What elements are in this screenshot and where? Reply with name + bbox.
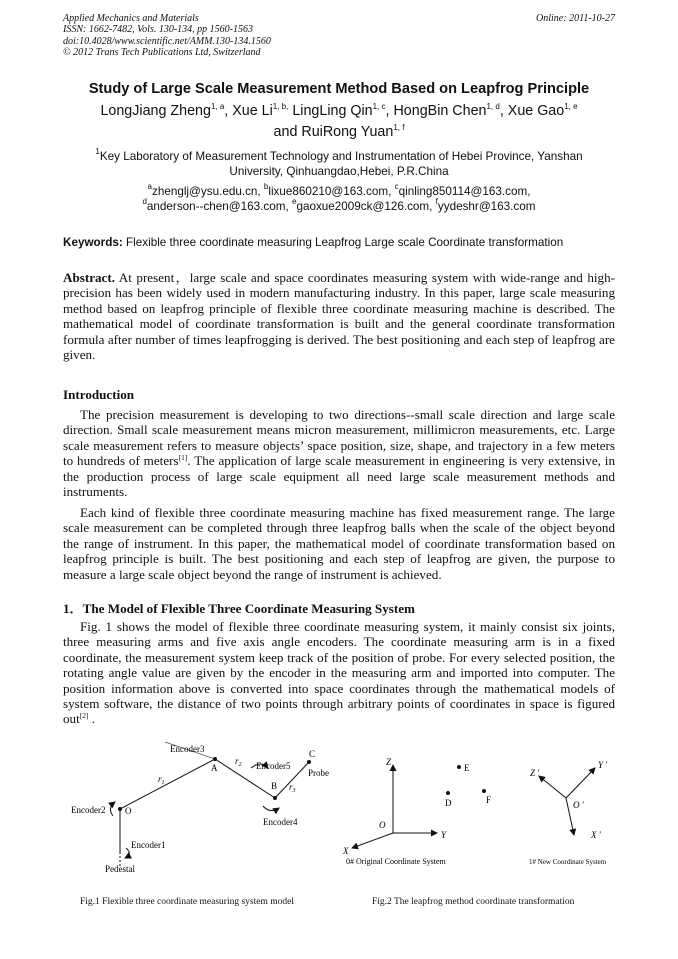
email-address: gaoxue2009ck@126.com, — [296, 199, 436, 213]
fig1-label-a: A — [211, 763, 218, 773]
fig2-label-e: E — [464, 763, 470, 773]
section-1-paragraph — [63, 619, 615, 727]
ball-f-marker — [482, 789, 486, 793]
doi-line: doi:10.4028/www.scientific.net/AMM.130-134.1560 — [63, 35, 271, 47]
y-prime-axis — [566, 768, 595, 798]
fig2-label-z-prime: Z ′ — [530, 768, 540, 778]
email-address: anderson--chen@163.com, — [146, 199, 292, 213]
intro-paragraph-1 — [63, 407, 615, 499]
abstract — [63, 270, 615, 362]
joint-a-marker — [213, 757, 217, 761]
author-name: Xue Gao — [507, 103, 565, 119]
author-sup: 1, b, — [272, 102, 289, 111]
fig1-label-probe: Probe — [308, 768, 329, 778]
fig1-label-b: B — [271, 781, 278, 791]
intro-paragraph-2: Each kind of flexible three coordinate measuring machine has fixed measurement range. The large scale measurement can be completed through three leapfrog balls when the scale of the object beyond the range of instrument. In this paper, the mathematical model of coordinate transformation based on leapfrog principle is built. The best positioning and each step of leapfrog are given, the purpose to measure a large scale object beyond the range of instrument is achieved. — [63, 505, 615, 582]
author-line-1 — [40, 101, 638, 122]
online-date: Online: 2011-10-27 — [536, 13, 615, 24]
r3-subscript: 3 — [292, 788, 296, 794]
fig1-label-r1 — [158, 774, 165, 786]
fig2-label-o: O — [379, 820, 386, 830]
keywords-label: Keywords: — [63, 236, 123, 249]
section-1-heading: 1．The Model of Flexible Three Coordinate Measuring System — [63, 601, 415, 616]
abstract-label: Abstract. — [63, 270, 115, 285]
email-list — [40, 182, 638, 215]
figures — [63, 742, 615, 880]
author-sep: , — [224, 103, 233, 119]
r1-symbol: r — [158, 774, 162, 784]
author-line-2 — [40, 122, 638, 143]
author-list — [40, 101, 638, 142]
encoder4-rotation-arrow — [263, 806, 279, 811]
author-sup: 1, d — [486, 102, 500, 111]
fig2-new-system-caption: 1# New Coordinate System — [529, 858, 607, 866]
keywords — [63, 236, 615, 249]
fig1-label-encoder4: Encoder4 — [263, 817, 298, 827]
fig1-label-r2 — [235, 756, 242, 768]
fig2-caption: Fig.2 The leapfrog method coordinate transformation — [372, 897, 575, 907]
affiliation-sup: 1 — [95, 147, 100, 156]
arm-segment-r1 — [120, 759, 215, 809]
paragraph-text: Fig. 1 shows the model of flexible three coordinate measuring system, it mainly consist six joints, three measuring arms and five axis angle encoders. The coordinate measuring arm is in a fixed coordinate, the measurement system keep track of the position of probe. For every selected position, the rotating angle value are given by the encoder in the measuring arm and imported into computer. The position information above is converted into space coordinates through the mathematical models of system software, the distance of two points through arbitrary points of coordinates in space is figured out — [63, 619, 615, 727]
email-address: yydeshr@163.com — [437, 199, 536, 213]
fig1-label-encoder1: Encoder1 — [131, 840, 166, 850]
fig1-label-encoder2: Encoder2 — [71, 805, 106, 815]
email-sup: d — [142, 196, 147, 206]
figure-canvas — [63, 742, 615, 880]
keywords-text: Flexible three coordinate measuring Leapfrog Large scale Coordinate transformation — [122, 236, 564, 249]
fig2-label-d: D — [445, 798, 452, 808]
email-sup: b — [263, 182, 269, 191]
r1-subscript: 1 — [161, 780, 165, 786]
ball-d-marker — [446, 791, 450, 795]
affiliation-line-2: University, Qinhuangdao,Hebei, P.R.China — [229, 164, 449, 178]
email-address: zhenglj@ysu.edu.cn, — [151, 185, 264, 198]
email-sup: f — [435, 196, 438, 206]
fig2-label-o-prime: O ′ — [573, 800, 584, 810]
fig2-label-y: Y — [441, 830, 447, 840]
author-sup: 1, c — [372, 102, 386, 111]
r2-subscript: 2 — [238, 762, 242, 768]
issn-line: ISSN: 1662-7482, Vols. 130-134, pp 1560-1563 — [63, 24, 253, 36]
fig1-label-encoder5: Encoder5 — [256, 761, 291, 771]
journal-name: Applied Mechanics and Materials — [63, 13, 199, 24]
ball-e-marker — [457, 765, 461, 769]
email-sup: a — [147, 182, 152, 191]
fig2-label-x-prime: X ′ — [591, 830, 601, 840]
author-sep: , — [385, 103, 394, 119]
author-name: LongJiang Zheng — [100, 103, 211, 119]
intro-heading: Introduction — [63, 387, 135, 402]
r2-symbol: r — [235, 756, 239, 766]
fig2-original-axes — [352, 765, 437, 848]
fig1-label-encoder3: Encoder3 — [170, 744, 205, 754]
paragraph-text: . — [88, 711, 96, 727]
fig1-label-r3 — [289, 782, 296, 794]
copyright-line: © 2012 Trans Tech Publications Ltd, Switzerland — [63, 46, 261, 58]
fig1-label-pedestal: Pedestal — [105, 864, 135, 874]
email-address: qinling850114@163.com, — [398, 185, 531, 198]
paragraph-text: . The application of large scale measurement in engineering is very extensive, in the production process of large scale equipment all need large scale measurement methods and instruments. — [63, 453, 615, 500]
x-axis — [352, 833, 393, 848]
encoder1-rotation-arrow — [125, 848, 129, 858]
r3-symbol: r — [289, 782, 293, 792]
affiliation-line-1: Key Laboratory of Measurement Technology and Instrumentation of Hebei Province, Yanshan — [99, 150, 583, 163]
fig2-label-x: X — [343, 846, 349, 856]
author-name: LingLing Qin — [292, 103, 373, 119]
author-name: HongBin Chen — [393, 103, 487, 119]
fig2-new-axes — [539, 768, 595, 835]
paragraph-text: The precision measurement is developing to two directions--small scale direction and large scale direction. Small scale measurement means micron measurement, millimicron measurements, etc. Large scale measurement refers to measure objects’ space position, size, shape, and trajectory in a few meters to hundreds of meters — [63, 407, 615, 469]
author-sup: 1, f — [393, 122, 405, 132]
affiliation — [40, 147, 638, 180]
author-sep: , — [499, 103, 508, 119]
email-sup: c — [394, 182, 399, 191]
abstract-text: At present，large scale and space coordinates measuring system with wide-range and high-precision has been widely used in modern manufacturing industry. In this paper, large scale measuring method based on leapfrog principle of flexible three coordinate measuring machine is described. The mathematical model of coordinate transformation is built and the general coordinate transformation formula after number of times leapfrogging is derived. The best positioning and each step of leapfrog are given. — [63, 270, 615, 363]
author-name: RuiRong Yuan — [301, 123, 394, 140]
joint-b-marker — [273, 796, 277, 800]
fig1-label-o: O — [125, 806, 132, 816]
fig1-caption: Fig.1 Flexible three coordinate measuring system model — [80, 897, 294, 907]
joint-o-marker — [118, 807, 122, 811]
author-sup: 1, e — [564, 102, 578, 111]
fig2-original-system-caption: 0# Original Coordinate System — [346, 857, 446, 866]
fig2-label-z: Z — [386, 757, 392, 767]
author-sup: 1, a — [210, 102, 225, 111]
probe-c-marker — [307, 760, 311, 764]
author-prefix: and — [273, 123, 302, 140]
email-address: lixue860210@163.com, — [268, 185, 395, 198]
journal-header — [63, 13, 615, 58]
citation-ref: [2] — [79, 711, 89, 721]
author-name: Xue Li — [232, 103, 273, 119]
citation-ref: [1] — [178, 453, 188, 463]
fig2-label-y-prime: Y ′ — [598, 760, 608, 770]
encoder2-rotation-arrow — [110, 802, 115, 816]
fig1-label-c: C — [309, 749, 316, 759]
paper-title: Study of Large Scale Measurement Method Based on Leapfrog Principle — [88, 81, 590, 97]
z-prime-axis — [539, 776, 566, 798]
email-sup: e — [291, 196, 297, 206]
fig2-label-f: F — [486, 795, 492, 805]
